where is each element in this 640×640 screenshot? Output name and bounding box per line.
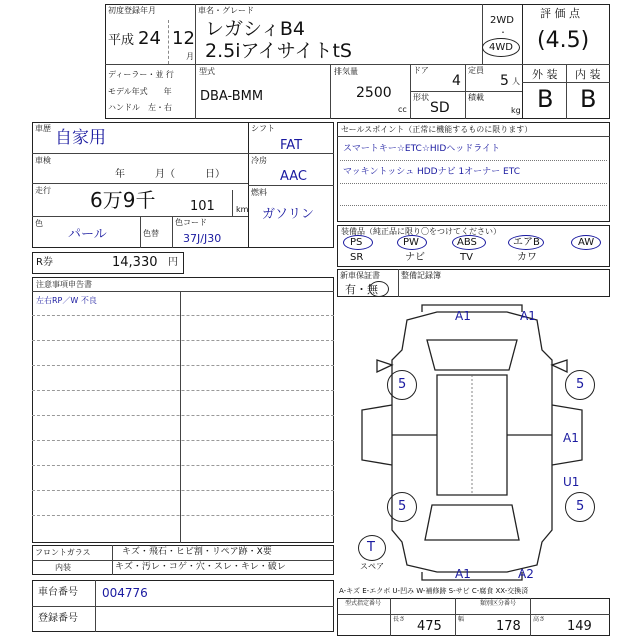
damage-legend: A-キズ E-エクボ U-凹み W-補修跡 S-サビ C-腐食 XX-交換済	[339, 587, 529, 595]
shift-label: シフト	[251, 124, 275, 133]
shape: SD	[430, 100, 450, 116]
handle-label: ハンドル 左・右	[108, 103, 172, 112]
width-value: 178	[496, 619, 521, 634]
equip-ps-circle	[343, 235, 373, 250]
mileage-label: 走行	[35, 186, 51, 195]
notes-text: 左右RP／W 不良	[36, 296, 97, 305]
registration-label: 登録番号	[38, 613, 78, 624]
sales-point-1: スマートキー☆ETC☆HIDヘッドライト	[343, 144, 500, 154]
equip-airbag: エアB	[513, 237, 540, 248]
equip-abs-circle	[452, 235, 486, 250]
drive-4wd: 4WD	[489, 42, 513, 53]
height-value: 149	[567, 619, 592, 634]
month-unit: 月	[186, 52, 194, 61]
ext-grade: B	[537, 85, 554, 113]
mark-rear-left: A1	[455, 567, 471, 581]
windshield-label: フロントガラス	[35, 548, 91, 557]
fuel-label: 燃料	[251, 188, 267, 197]
cc-unit: cc	[398, 105, 407, 114]
doors: 4	[452, 73, 461, 89]
rear-window	[425, 505, 519, 540]
mark-right-rear: U1	[563, 475, 580, 489]
length-label: 長さ	[393, 616, 406, 623]
notes-rule-line	[32, 340, 334, 341]
chassis-label: 車台番号	[38, 587, 78, 598]
header-box	[105, 4, 610, 119]
spare-mark: T	[367, 540, 375, 555]
width-label: 幅	[458, 616, 465, 623]
mileage-value: 6万9千	[90, 188, 156, 212]
displacement: 2500	[356, 85, 392, 101]
mark-front-right: A1	[520, 309, 536, 323]
color-swap-label: 色替	[143, 229, 159, 238]
score: (4.5)	[537, 28, 590, 53]
inspection-label: 車検	[35, 156, 51, 165]
mileage-unit: km	[236, 205, 249, 214]
car-body-outline	[392, 309, 552, 572]
door-label: ドア	[413, 66, 429, 75]
tire-rl: 5	[398, 499, 407, 514]
color-value: パール	[68, 227, 107, 242]
new-car-label: 新車保証書	[340, 271, 380, 280]
ext-label: 外 装	[532, 68, 558, 81]
equip-navi: ナビ	[405, 252, 425, 263]
color-label: 色	[35, 219, 43, 228]
height-label: 高さ	[533, 616, 546, 623]
reg-month: 12	[172, 28, 195, 49]
capacity: 5	[500, 73, 509, 89]
type-value: DBA-BMM	[200, 89, 264, 104]
tire-rr: 5	[576, 499, 585, 514]
shape-label: 形状	[413, 93, 429, 102]
shift-value: FAT	[280, 138, 303, 153]
recycle-amount: 14,330	[112, 255, 158, 270]
reg-year: 24	[138, 28, 161, 49]
recycle-unit: 円	[168, 257, 178, 268]
color-code: 37J/J30	[183, 232, 222, 245]
int-label: 内 装	[575, 68, 601, 81]
displacement-label: 排気量	[334, 67, 358, 76]
notes-box	[32, 277, 334, 543]
equip-pw-circle	[397, 235, 427, 250]
equip-ps: PS	[350, 237, 363, 248]
left-side-panel	[362, 405, 392, 465]
use-label: 車歴	[35, 124, 51, 133]
recycle-label: R券	[36, 257, 53, 268]
color-code-label: 色コード	[175, 218, 207, 227]
type-label: 型式	[199, 67, 215, 76]
mileage-num: 101	[190, 199, 215, 214]
sales-points-title: セールスポイント（正常に機能するものに限ります）	[341, 125, 533, 134]
spec-label-2: 類別区分番号	[480, 600, 517, 607]
notes-rule-line	[32, 390, 334, 391]
fuel-value: ガソリン	[262, 207, 315, 222]
capacity-label: 定員	[468, 66, 484, 75]
recycle-box	[32, 252, 184, 274]
notes-rule-line	[32, 515, 334, 516]
equip-aw: AW	[578, 237, 595, 248]
notes-title: 注意事項申告書	[36, 280, 92, 289]
inspection-date: 年 月（ 日）	[115, 169, 225, 180]
notes-rule-line	[32, 490, 334, 491]
model-name: レガシィB4	[205, 18, 305, 40]
model-year-label: モデル年式 年	[108, 87, 172, 96]
interior-label: 内装	[55, 563, 71, 572]
int-grade: B	[580, 85, 597, 113]
ac-label: 冷房	[251, 156, 267, 165]
use-value: 自家用	[55, 128, 106, 148]
first-reg-label: 初度登録年月	[108, 6, 156, 15]
equip-airbag-circle	[508, 235, 544, 250]
mark-front-left: A1	[455, 309, 471, 323]
spare-label: スペア	[360, 562, 384, 571]
notes-rule-line	[32, 465, 334, 466]
windshield	[427, 340, 517, 370]
mark-rear-right: A2	[518, 567, 534, 581]
tire-fr: 5	[576, 377, 585, 392]
mark-right-side: A1	[563, 431, 579, 445]
notes-rule-line	[32, 415, 334, 416]
model-grade-label: 車名・グレード	[198, 6, 254, 15]
equip-pw: PW	[403, 237, 419, 248]
notes-rule-line	[32, 365, 334, 366]
era: 平成	[108, 33, 135, 48]
rear-bumper	[422, 572, 522, 580]
chassis-number: 004776	[102, 586, 148, 600]
windshield-text: キズ・飛石・ヒビ割・リペア跡・X要	[122, 547, 272, 557]
notes-rule-line	[32, 440, 334, 441]
score-label: 評 価 点	[540, 7, 580, 20]
equipment-title: 装備品（純正品に限り〇をつけてください）	[341, 227, 501, 236]
interior-text: キズ・汚レ・コゲ・穴・スレ・キレ・破レ	[115, 562, 286, 572]
load-label: 積載	[468, 93, 484, 102]
notes-rule-line	[32, 315, 334, 316]
sales-point-2: マッキントッシュ HDDナビ 1オーナー ETC	[343, 167, 520, 177]
equip-sr: SR	[350, 252, 364, 263]
equip-aw-circle	[571, 235, 601, 250]
length-value: 475	[417, 619, 442, 634]
spec-label-1: 型式指定番号	[345, 600, 382, 607]
equip-tv: TV	[460, 252, 473, 263]
drive-dot: ・	[499, 28, 507, 37]
grade-name: 2.5iアイサイトtS	[205, 40, 352, 62]
capacity-unit: 人	[512, 77, 520, 86]
equip-leather: カワ	[517, 252, 537, 263]
ac-value: AAC	[280, 169, 307, 184]
equip-abs: ABS	[457, 237, 477, 248]
warranty-options: 有・無	[345, 283, 378, 296]
kg-unit: kg	[511, 106, 521, 115]
left-mirror	[377, 360, 392, 372]
warranty-none-circle	[369, 281, 389, 297]
tire-fl: 5	[398, 377, 407, 392]
drive-4wd-circle	[482, 38, 520, 57]
record-label: 整備記録簿	[401, 271, 441, 280]
dealer-label: ディーラー・並 行	[108, 70, 174, 79]
front-bumper	[422, 305, 522, 312]
right-mirror	[552, 360, 567, 372]
drive-2wd: 2WD	[490, 15, 514, 26]
